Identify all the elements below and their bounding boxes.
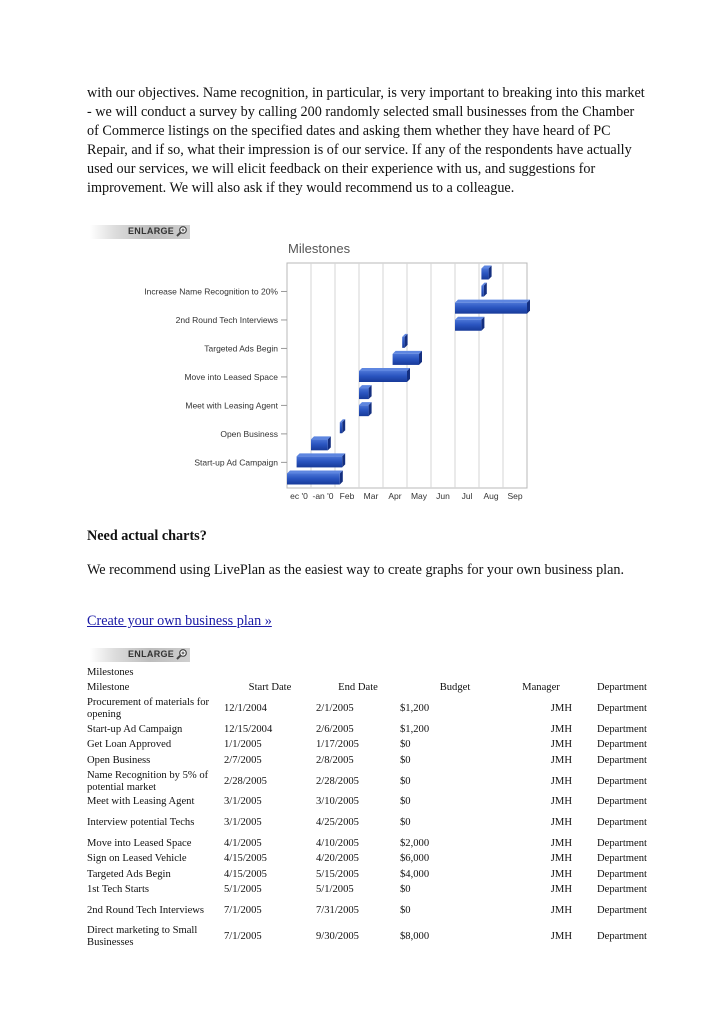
recommend-text: We recommend using LivePlan as the easiest way to create graphs for your own business plan. bbox=[87, 562, 625, 578]
table-cell bbox=[224, 665, 316, 680]
table-cell: JMH bbox=[550, 796, 572, 808]
y-category-label: Move into Leased Space bbox=[184, 371, 278, 382]
y-category-label: Meet with Leasing Agent bbox=[185, 400, 278, 411]
table-cell: 5/1/2005 bbox=[316, 884, 354, 896]
table-cell: 7/31/2005 bbox=[316, 905, 359, 916]
table-cell: $2,000 bbox=[400, 837, 430, 849]
y-category-label: 2nd Round Tech Interviews bbox=[175, 314, 278, 325]
table-cell: 1/1/2005 bbox=[224, 739, 262, 751]
table-cell: 1st Tech Starts bbox=[87, 884, 150, 896]
table-cell: Get Loan Approved bbox=[87, 739, 172, 751]
table-row bbox=[87, 753, 647, 769]
table-cell: 4/15/2005 bbox=[224, 868, 267, 880]
table-cell: Department bbox=[596, 682, 647, 693]
table-cell: Name Recognition by 5% of potential market bbox=[87, 769, 209, 793]
table-row bbox=[87, 924, 647, 950]
table-cell: Budget bbox=[439, 682, 471, 693]
table-cell: 2/6/2005 bbox=[316, 723, 354, 735]
gantt-bar bbox=[455, 300, 530, 314]
table-cell: Department bbox=[596, 775, 647, 787]
table-cell: $0 bbox=[400, 817, 411, 828]
table-cell: JMH bbox=[550, 775, 572, 787]
table-cell: Department bbox=[596, 884, 647, 896]
table-cell: 12/15/2004 bbox=[224, 723, 273, 735]
table-cell: 2/1/2005 bbox=[316, 703, 354, 714]
table-cell: $0 bbox=[400, 796, 411, 808]
table-cell: Move into Leased Space bbox=[87, 837, 192, 849]
table-row bbox=[87, 898, 647, 924]
table-cell: Open Business bbox=[87, 754, 151, 766]
x-tick-label: Jul bbox=[461, 491, 473, 501]
table-cell: Department bbox=[596, 853, 647, 865]
table-row bbox=[87, 738, 647, 754]
table-cell: JMH bbox=[550, 739, 572, 751]
table-row bbox=[87, 810, 647, 836]
table-cell: 1/17/2005 bbox=[316, 739, 359, 751]
section-heading: Need actual charts? bbox=[87, 528, 207, 544]
table-cell: Milestone bbox=[87, 682, 130, 693]
table-cell: Start Date bbox=[248, 682, 292, 693]
table-row bbox=[87, 795, 647, 811]
table-cell: JMH bbox=[550, 723, 572, 735]
table-cell: Milestones bbox=[87, 666, 134, 678]
table-cell: 3/1/2005 bbox=[224, 817, 262, 828]
table-cell: Department bbox=[596, 754, 647, 766]
milestones-chart bbox=[130, 233, 540, 508]
table-caption-row bbox=[87, 665, 647, 680]
table-cell: Department bbox=[596, 817, 647, 828]
table-row bbox=[87, 769, 647, 795]
table-cell: JMH bbox=[550, 931, 572, 942]
table-cell: 3/1/2005 bbox=[224, 796, 262, 808]
table-cell: JMH bbox=[550, 837, 572, 849]
table-cell: 5/1/2005 bbox=[224, 884, 262, 896]
table-cell: 4/25/2005 bbox=[316, 817, 359, 828]
gantt-bar bbox=[311, 436, 331, 450]
enlarge-label: ENLARGE bbox=[128, 649, 175, 659]
x-tick-label: -an '0 bbox=[312, 491, 334, 501]
table-cell: JMH bbox=[550, 853, 572, 865]
table-cell: $1,200 bbox=[400, 703, 430, 714]
table-cell: Department bbox=[596, 739, 647, 751]
table-cell: Department bbox=[596, 703, 647, 714]
table-cell: JMH bbox=[550, 817, 572, 828]
y-category-label: Increase Name Recognition to 20% bbox=[144, 286, 278, 297]
table-row bbox=[87, 867, 647, 883]
table-cell: $0 bbox=[400, 905, 411, 916]
table-cell: $1,200 bbox=[400, 723, 430, 735]
table-cell: Interview potential Techs bbox=[87, 817, 195, 828]
table-row bbox=[87, 722, 647, 738]
gantt-bar bbox=[297, 453, 346, 467]
table-cell: $0 bbox=[400, 739, 411, 751]
table-cell: 5/15/2005 bbox=[316, 868, 359, 880]
magnifier-icon bbox=[176, 648, 188, 660]
table-cell: 4/20/2005 bbox=[316, 853, 359, 865]
table-cell: $0 bbox=[400, 884, 411, 896]
table-cell: 2/7/2005 bbox=[224, 754, 262, 766]
intro-paragraph: with our objectives. Name recognition, in particular, is very important to breaking into this market - we will conduct a survey by calling 200 randomly selected small businesses from the Chamber of Commerce listings on the specified dates and asking them whether they have heard of PC Repair, and if so, what their impression is of our service. If any of the respondents have actually used our services, we will elicit feedback on their experience with us, and suggestions for improvement. We will also ask if they would recommend us to a colleague. bbox=[87, 85, 645, 196]
table-cell: JMH bbox=[550, 884, 572, 896]
x-tick-label: Mar bbox=[363, 491, 379, 501]
x-tick-label: Aug bbox=[483, 491, 499, 501]
table-cell: $4,000 bbox=[400, 868, 430, 880]
table-cell: $6,000 bbox=[400, 853, 430, 865]
table-cell: 3/10/2005 bbox=[316, 796, 359, 808]
table-row bbox=[87, 883, 647, 899]
table-cell: Department bbox=[596, 868, 647, 880]
table-row bbox=[87, 836, 647, 852]
table-cell: 7/1/2005 bbox=[224, 905, 262, 916]
gantt-bar bbox=[359, 385, 372, 399]
x-tick-label: Sep bbox=[507, 491, 523, 501]
milestones-table bbox=[87, 665, 647, 950]
table-cell bbox=[510, 665, 572, 680]
x-tick-label: ec '0 bbox=[290, 491, 308, 501]
enlarge-label: ENLARGE bbox=[128, 226, 175, 236]
table-cell: Manager bbox=[522, 682, 560, 693]
table-cell: Department bbox=[596, 931, 647, 942]
table-cell: Targeted Ads Begin bbox=[87, 868, 171, 880]
table-cell bbox=[572, 665, 647, 680]
x-tick-label: Feb bbox=[339, 491, 355, 501]
table-cell: Meet with Leasing Agent bbox=[87, 796, 195, 808]
table-cell: Department bbox=[596, 796, 647, 808]
table-cell: Department bbox=[596, 905, 647, 916]
gantt-bar bbox=[359, 368, 410, 382]
table-cell: Department bbox=[596, 723, 647, 735]
table-cell: Department bbox=[596, 837, 647, 849]
table-cell: Sign on Leased Vehicle bbox=[87, 853, 187, 865]
table-cell: 7/1/2005 bbox=[224, 931, 262, 942]
table-cell: 2nd Round Tech Interviews bbox=[87, 905, 205, 916]
table-cell: 4/10/2005 bbox=[316, 837, 359, 849]
table-cell: 4/1/2005 bbox=[224, 837, 262, 849]
gantt-bar bbox=[481, 266, 491, 280]
enlarge-table-button[interactable] bbox=[90, 648, 190, 662]
table-row bbox=[87, 852, 647, 868]
gantt-bar bbox=[393, 351, 422, 365]
table-cell: 12/1/2004 bbox=[224, 703, 267, 714]
gantt-bar bbox=[287, 471, 343, 485]
y-category-label: Targeted Ads Begin bbox=[204, 343, 278, 354]
x-tick-label: Jun bbox=[436, 491, 450, 501]
table-cell: End Date bbox=[338, 682, 378, 693]
create-plan-link[interactable]: Create your own business plan » bbox=[87, 613, 272, 629]
table-row bbox=[87, 696, 647, 722]
table-cell: JMH bbox=[550, 868, 572, 880]
gantt-bar bbox=[455, 317, 484, 331]
table-cell: JMH bbox=[550, 703, 572, 714]
x-tick-label: Apr bbox=[388, 491, 402, 501]
table-cell: $0 bbox=[400, 775, 411, 787]
table-cell: JMH bbox=[550, 754, 572, 766]
chart-title: Milestones bbox=[288, 241, 351, 256]
table-cell: Start-up Ad Campaign bbox=[87, 723, 183, 735]
table-header-row bbox=[87, 680, 647, 696]
table-cell: 2/8/2005 bbox=[316, 754, 354, 766]
x-tick-label: May bbox=[410, 491, 428, 501]
table-cell: $8,000 bbox=[400, 931, 430, 942]
table-cell bbox=[316, 665, 400, 680]
table-cell: $0 bbox=[400, 754, 411, 766]
gantt-bar bbox=[359, 402, 372, 416]
y-category-label: Start-up Ad Campaign bbox=[194, 457, 278, 468]
table-cell bbox=[400, 665, 510, 680]
table-cell: 4/15/2005 bbox=[224, 853, 267, 865]
y-category-label: Open Business bbox=[220, 428, 278, 439]
table-cell: 2/28/2005 bbox=[316, 775, 359, 787]
table-cell: Direct marketing to Small Businesses bbox=[87, 925, 198, 948]
table-cell: JMH bbox=[550, 905, 572, 916]
table-cell: 9/30/2005 bbox=[316, 931, 359, 942]
table-cell: 2/28/2005 bbox=[224, 775, 267, 787]
table-cell: Procurement of materials for opening bbox=[87, 697, 210, 720]
